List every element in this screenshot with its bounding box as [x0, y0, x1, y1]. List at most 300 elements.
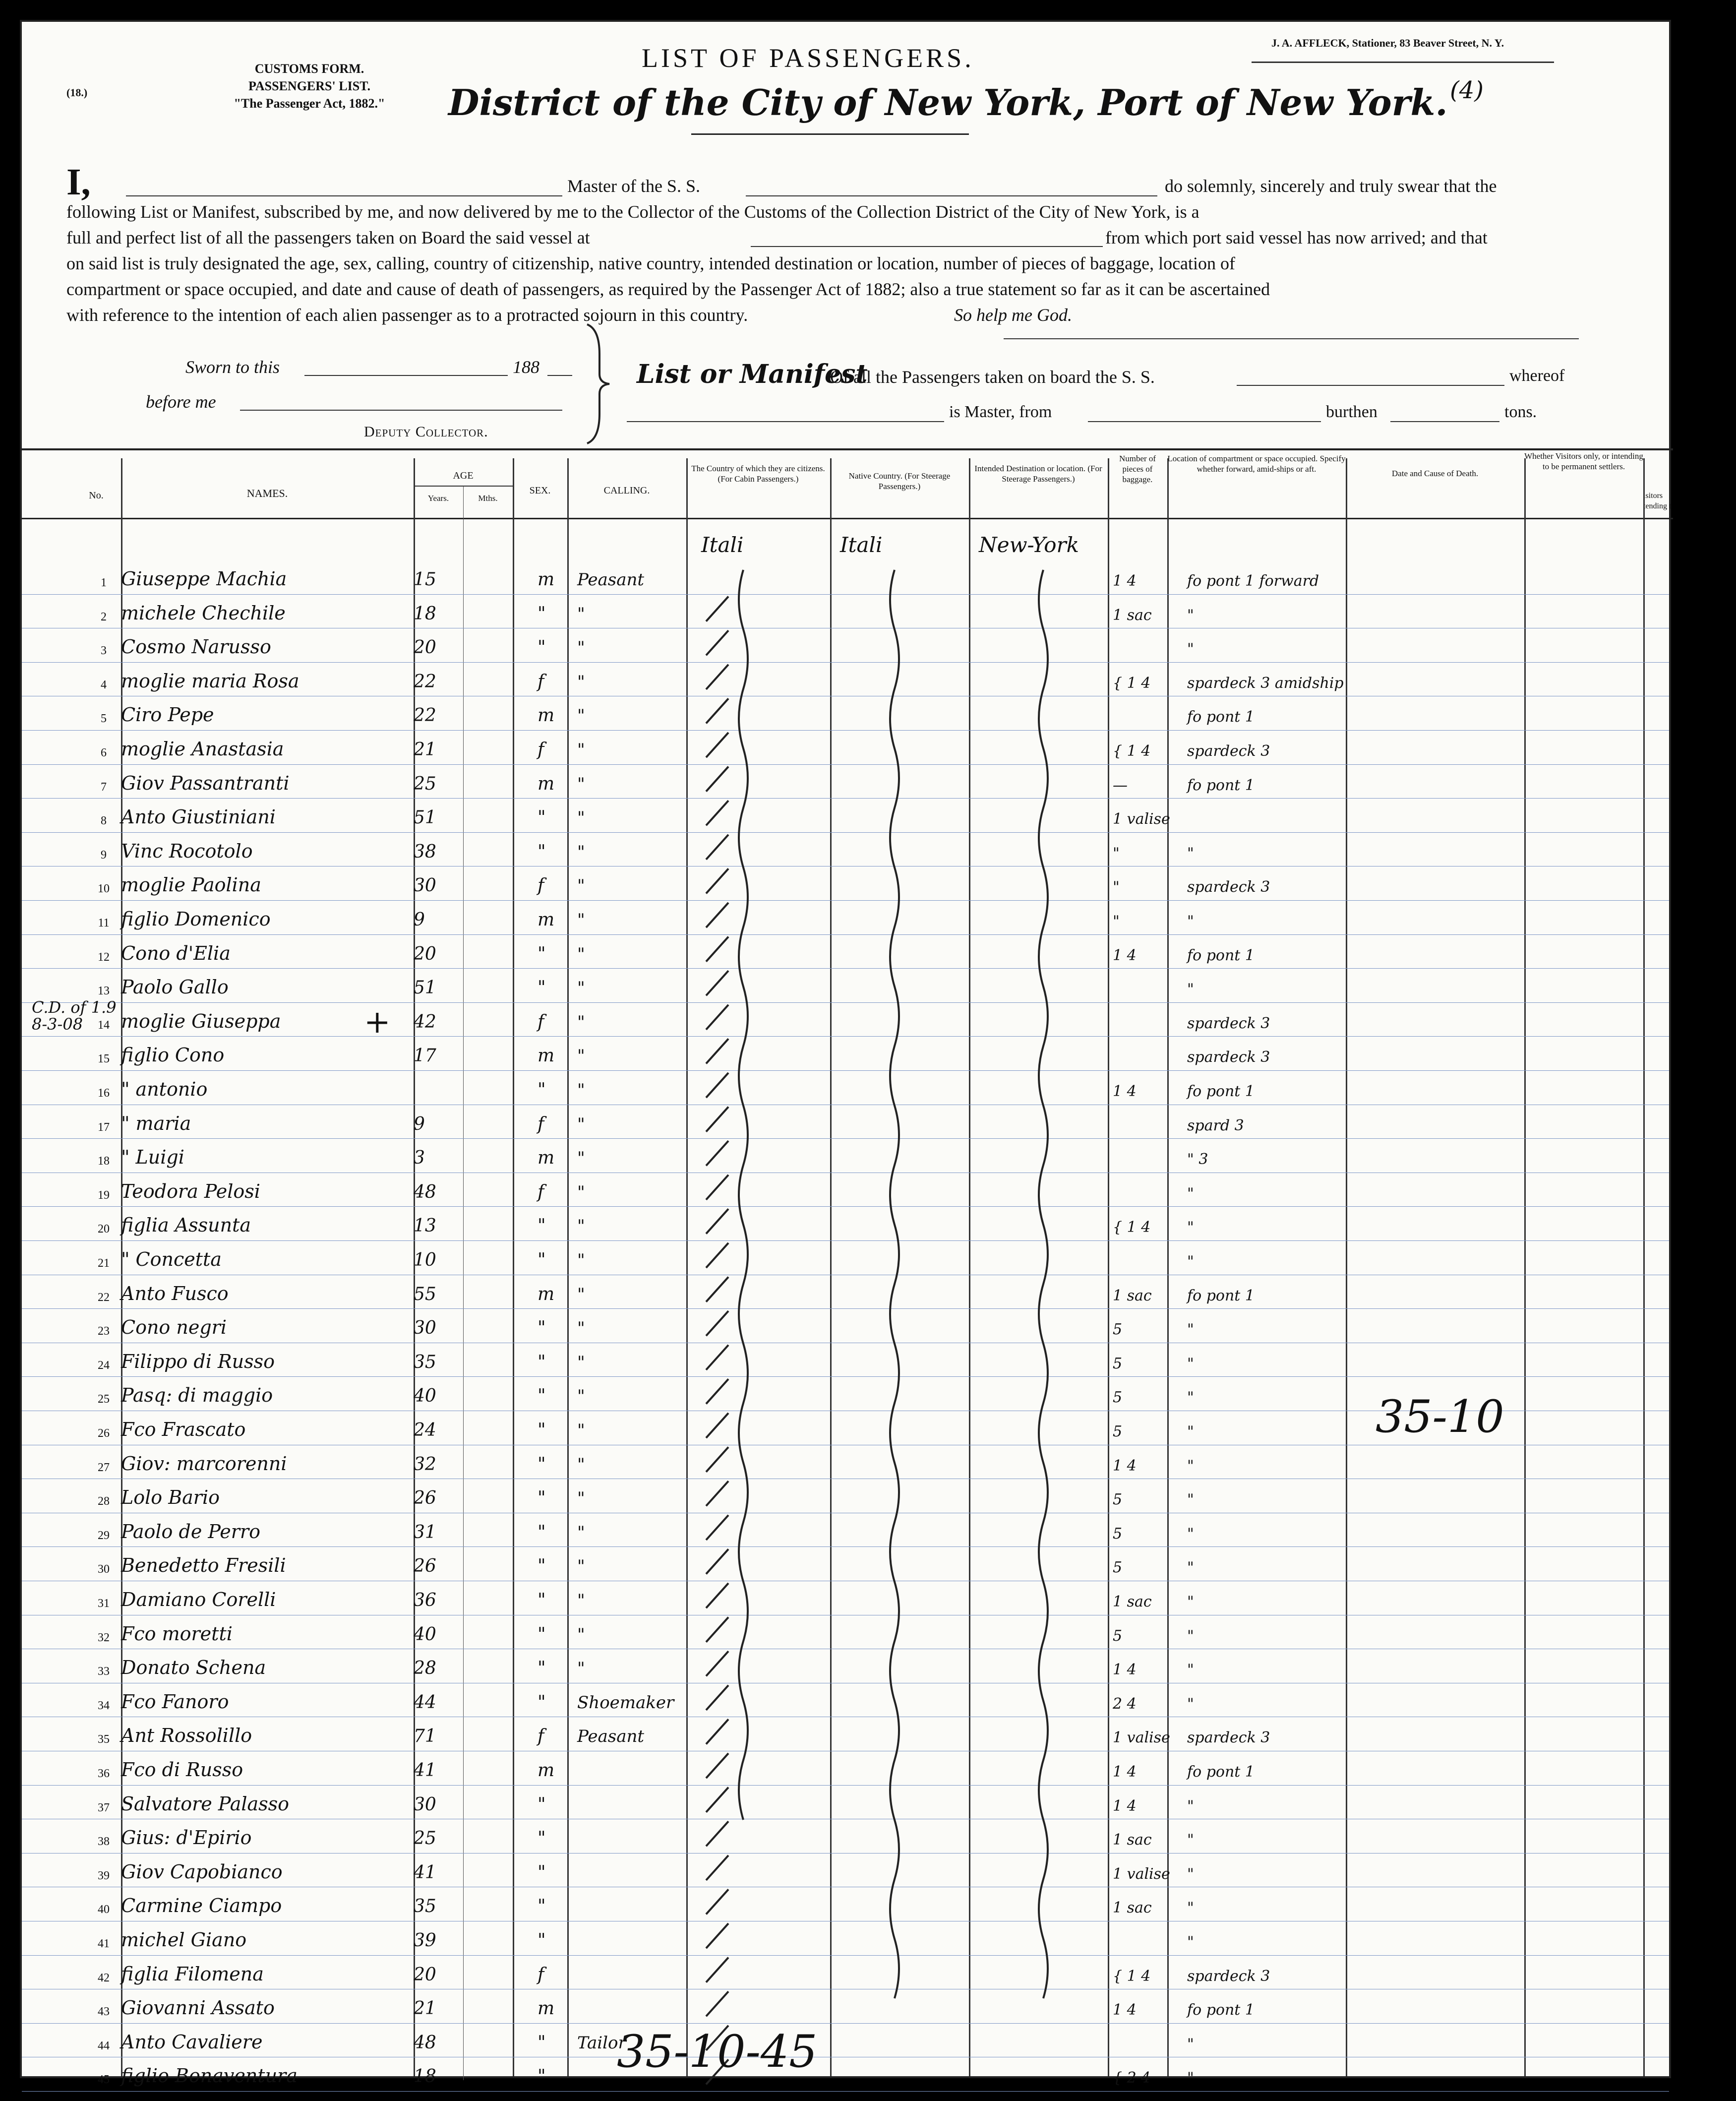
ditto-slash	[706, 1175, 728, 1200]
passenger-location: "	[1187, 1933, 1194, 1951]
passenger-baggage: { 1 4	[1113, 1967, 1151, 1985]
tons-label: tons.	[1504, 403, 1537, 421]
passenger-age: 35	[414, 1352, 436, 1372]
ditto-slash	[706, 1345, 728, 1370]
passenger-age: 41	[414, 1760, 436, 1781]
passenger-calling: "	[577, 1421, 585, 1440]
col-sex: SEX.	[529, 485, 551, 496]
passenger-location: "	[1187, 1525, 1194, 1543]
row-number: 32	[98, 1631, 110, 1644]
oath-line6b: So help me God.	[954, 305, 1072, 325]
passenger-baggage: 1 4	[1113, 2001, 1137, 2019]
manifest-top-line	[1004, 338, 1579, 339]
passenger-name: michele Chechile	[121, 602, 286, 624]
port-line	[751, 246, 1103, 247]
passenger-sex: "	[538, 807, 546, 828]
col-age-mths: Mths.	[478, 494, 498, 503]
ditto-slash	[706, 903, 728, 927]
ditto-slash	[706, 1719, 728, 1744]
passenger-age: 42	[414, 1011, 436, 1032]
row-number: 45	[98, 2073, 110, 2087]
passenger-location: "	[1187, 1321, 1194, 1339]
row-number: 25	[98, 1393, 110, 1406]
passenger-sex: "	[538, 2066, 546, 2087]
col-destination: Intended Destination or location. (For Steerage Passengers.)	[974, 464, 1102, 484]
passenger-baggage: "	[1113, 878, 1120, 896]
passenger-baggage: 1 4	[1113, 946, 1137, 964]
row-number: 11	[98, 917, 110, 929]
passenger-calling: Peasant	[577, 570, 645, 590]
ditto-slash	[706, 1549, 728, 1574]
row-number: 5	[101, 712, 107, 726]
passenger-calling: "	[577, 978, 585, 998]
ditto-slash	[706, 937, 728, 962]
row-number: 1	[101, 576, 107, 589]
ditto-slash	[706, 971, 728, 995]
passenger-sex: m	[538, 1284, 555, 1304]
ditto-slash	[706, 1617, 728, 1642]
passenger-calling: "	[577, 876, 585, 896]
passenger-calling: "	[577, 1386, 585, 1407]
ditto-slash	[706, 868, 728, 893]
collector-line	[240, 410, 562, 411]
passenger-name: Anto Cavaliere	[121, 2031, 263, 2053]
passenger-name: Benedetto Fresili	[121, 1554, 286, 1577]
passenger-sex: "	[538, 1862, 546, 1883]
passenger-location: spardeck 3	[1187, 1014, 1270, 1032]
ditto-slash	[706, 1788, 728, 1812]
passenger-calling: "	[577, 1318, 585, 1339]
passenger-calling: "	[577, 1454, 585, 1475]
row-number: 42	[98, 1971, 110, 1984]
ditto-slash	[706, 733, 728, 757]
manifest-vessel-line	[1237, 385, 1504, 386]
passenger-calling: "	[577, 1250, 585, 1270]
passenger-age: 3	[414, 1148, 425, 1169]
passenger-name: moglie Paolina	[121, 874, 261, 896]
passenger-name: Giuseppe Machia	[121, 568, 287, 590]
passenger-name: moglie Anastasia	[121, 738, 284, 760]
passenger-sex: "	[538, 1420, 546, 1440]
passenger-age: 9	[414, 910, 425, 930]
passenger-age: 38	[414, 841, 436, 862]
passenger-calling: "	[577, 672, 585, 692]
row-number: 7	[101, 780, 107, 794]
passenger-location: spardeck 3	[1187, 742, 1270, 760]
passenger-age: 26	[414, 1488, 436, 1509]
passenger-name: figlia Filomena	[121, 1963, 264, 1985]
row-number: 39	[98, 1869, 110, 1882]
manifest-label: List or Manifest	[637, 359, 868, 389]
oath-line2: following List or Manifest, subscribed by me, and now delivered by me to the Collector of the Customs of the Collection District of the City of New York, is a	[66, 202, 1199, 222]
passenger-baggage: 5	[1113, 1525, 1123, 1543]
passenger-sex: m	[538, 1148, 555, 1169]
passenger-location: "	[1187, 1423, 1194, 1440]
passenger-name: figlia Assunta	[121, 1214, 251, 1236]
passenger-calling: "	[577, 1012, 585, 1032]
passenger-baggage: "	[1113, 844, 1120, 862]
passenger-name: " maria	[121, 1112, 191, 1134]
row-number: 18	[98, 1155, 110, 1168]
passenger-baggage: 2 4	[1113, 1695, 1137, 1713]
ditto-slash	[706, 1923, 728, 1948]
col-visitors: Whether Visitors only, or intending to be permanent settlers.	[1524, 451, 1643, 471]
sworn-date-line	[304, 375, 508, 376]
passenger-age: 21	[414, 1998, 436, 2019]
passenger-calling: "	[577, 1556, 585, 1577]
sworn-to-label: Sworn to this	[185, 357, 280, 377]
passenger-baggage: 5	[1113, 1423, 1123, 1440]
passenger-sex: "	[538, 841, 546, 862]
passenger-baggage: { 1 4	[1113, 1219, 1151, 1236]
passenger-age: 48	[414, 1181, 436, 1202]
before-me-label: before me	[146, 392, 216, 412]
passenger-name: Fco Frascato	[121, 1419, 246, 1440]
row-number: 2	[101, 610, 107, 623]
passenger-name: Damiano Corelli	[121, 1589, 276, 1610]
passenger-name: Cosmo Narusso	[121, 636, 271, 658]
passenger-baggage: 5	[1113, 1627, 1123, 1645]
ditto-slash	[706, 767, 728, 792]
passenger-sex: m	[538, 1998, 555, 2019]
district-title: District of the City of New York, Port of New York.	[448, 81, 1448, 124]
ditto-slash	[706, 630, 728, 655]
passenger-act-label: "The Passenger Act, 1882."	[234, 96, 385, 111]
passenger-sex: "	[538, 1590, 546, 1610]
passenger-baggage: 1 4	[1113, 1083, 1137, 1100]
ditto-slash	[706, 1515, 728, 1540]
passenger-sex: "	[538, 1250, 546, 1270]
ditto-slash	[706, 1379, 728, 1404]
citizen-slash-marks	[686, 557, 746, 2045]
passenger-age: 36	[414, 1590, 436, 1610]
passenger-location: " 3	[1187, 1151, 1208, 1169]
passenger-location: "	[1187, 1831, 1194, 1849]
passenger-name: Fco Fanoro	[121, 1690, 229, 1713]
sworn-year: 188	[513, 357, 539, 377]
passenger-location: "	[1187, 2035, 1194, 2053]
passenger-age: 18	[414, 603, 436, 624]
passenger-calling: "	[577, 1352, 585, 1372]
col-names: NAMES.	[246, 487, 288, 499]
passenger-age: 35	[414, 1896, 436, 1917]
row-number: 20	[98, 1223, 110, 1236]
row-rule	[22, 2091, 1669, 2092]
passenger-location: "	[1187, 640, 1194, 658]
passenger-location: "	[1187, 913, 1194, 930]
col-age-years: Years.	[427, 494, 449, 503]
passenger-location: spardeck 3 amidship	[1187, 674, 1344, 692]
passenger-age: 44	[414, 1692, 436, 1713]
passenger-name: Giov: marcorenni	[121, 1452, 287, 1475]
passenger-sex: m	[538, 910, 555, 930]
row-number: 10	[98, 882, 110, 896]
sworn-year-line	[547, 375, 572, 376]
row-number: 28	[98, 1495, 110, 1508]
row-number: 4	[101, 678, 107, 691]
passenger-sex: "	[538, 1522, 546, 1543]
passenger-sex: "	[538, 1896, 546, 1917]
passenger-age: 30	[414, 875, 436, 896]
passenger-age: 22	[414, 671, 436, 692]
passenger-calling: "	[577, 1182, 585, 1202]
passenger-age: 40	[414, 1386, 436, 1407]
passenger-age: 18	[414, 2066, 436, 2087]
passenger-calling: Shoemaker	[577, 1692, 674, 1713]
passenger-location: fo pont 1	[1187, 1287, 1255, 1304]
passenger-location: "	[1187, 1627, 1194, 1645]
passenger-baggage: "	[1113, 913, 1120, 930]
ditto-slash	[706, 1583, 728, 1608]
stationer-imprint: J. A. AFFLECK, Stationer, 83 Beaver Street, N. Y.	[1271, 37, 1504, 49]
total-right: 35-10	[1376, 1391, 1504, 1443]
ditto-slash	[706, 1209, 728, 1234]
manifest-page	[20, 20, 1672, 2087]
ditto-slash	[706, 1073, 728, 1098]
from-port-line	[1088, 421, 1321, 422]
passenger-baggage: 1 valise	[1113, 1865, 1170, 1883]
table-header-rule	[22, 518, 1673, 519]
passenger-location: "	[1187, 1219, 1194, 1236]
passenger-age: 30	[414, 1794, 436, 1815]
passenger-location: "	[1187, 1253, 1194, 1270]
vessel-name-line	[746, 195, 1157, 196]
passenger-sex: "	[538, 1794, 546, 1815]
passenger-calling: "	[577, 910, 585, 930]
passenger-sex: f	[538, 1181, 544, 1202]
passenger-calling: Peasant	[577, 1727, 645, 1747]
passenger-sex: "	[538, 1658, 546, 1679]
passenger-location: fo pont 1	[1187, 708, 1255, 726]
passenger-name: Cono negri	[121, 1316, 227, 1339]
passenger-name: Teodora Pelosi	[121, 1180, 260, 1202]
passenger-age: 51	[414, 807, 436, 828]
row-number: 17	[98, 1120, 110, 1134]
passenger-sex: "	[538, 1624, 546, 1645]
row-number: 23	[98, 1325, 110, 1338]
passenger-location: "	[1187, 981, 1194, 998]
passenger-name: Giov Capobianco	[121, 1860, 283, 1883]
passenger-baggage: 1 4	[1113, 572, 1137, 590]
passenger-name: Lolo Bario	[121, 1486, 220, 1509]
passenger-calling: "	[577, 1488, 585, 1509]
row1-native: Itali	[840, 533, 883, 557]
passenger-age: 48	[414, 2032, 436, 2053]
deputy-collector-label: Deputy Collector.	[364, 424, 488, 440]
row1-country: Itali	[701, 533, 744, 557]
page-mark: (4)	[1450, 76, 1484, 104]
ditto-slash	[706, 1753, 728, 1778]
oath-line4: on said list is truly designated the age, sex, calling, country of citizenship, native country, intended destination or location, number of pieces of baggage, location of	[66, 253, 1236, 273]
ditto-slash	[706, 665, 728, 689]
row-number: 44	[98, 2039, 110, 2052]
passenger-location: fo pont 1	[1187, 1083, 1255, 1100]
passenger-sex: m	[538, 1760, 555, 1781]
passenger-sex: f	[538, 1726, 544, 1747]
ditto-slash	[706, 1141, 728, 1166]
passenger-sex: "	[538, 1080, 546, 1100]
row-number: 27	[98, 1461, 110, 1474]
passenger-name: Ciro Pepe	[121, 704, 214, 726]
passenger-age: 39	[414, 1930, 436, 1951]
col-death: Date and Cause of Death.	[1391, 469, 1479, 478]
row-number: 38	[98, 1835, 110, 1849]
passenger-sex: "	[538, 1318, 546, 1339]
passenger-baggage: 5	[1113, 1559, 1123, 1577]
passenger-location: "	[1187, 1865, 1194, 1883]
passenger-calling: "	[577, 1591, 585, 1610]
row-number: 13	[98, 985, 110, 998]
col-location: Location of compartment or space occupied. Specify whether forward, amid-ships or aft.	[1167, 454, 1346, 474]
passenger-location: "	[1187, 2069, 1194, 2087]
passenger-location: fo pont 1	[1187, 946, 1255, 964]
burthen-label: burthen	[1326, 403, 1377, 421]
ditto-slash	[706, 1005, 728, 1030]
passenger-location: spardeck 3	[1187, 1729, 1270, 1747]
passenger-location: "	[1187, 1491, 1194, 1509]
passenger-age: 28	[414, 1658, 436, 1679]
ditto-slash	[706, 835, 728, 860]
passenger-name: Anto Giustiniani	[121, 806, 276, 828]
oath-i: I,	[66, 161, 91, 203]
passenger-sex: "	[538, 1352, 546, 1372]
row-number: 16	[98, 1087, 110, 1100]
passenger-name: Vinc Rocotolo	[121, 840, 253, 862]
form-code: (18.)	[66, 86, 88, 99]
ditto-slash	[706, 1991, 728, 2016]
ditto-slash	[706, 1413, 728, 1438]
ditto-slash	[706, 597, 728, 621]
passenger-calling: "	[577, 638, 585, 658]
col-no: No.	[89, 490, 104, 501]
passenger-location: "	[1187, 1389, 1194, 1407]
ditto-slash	[706, 1277, 728, 1302]
passenger-baggage: 1 4	[1113, 1763, 1137, 1781]
row-number: 41	[98, 1937, 110, 1950]
row-number: 8	[101, 814, 107, 828]
row-number: 21	[98, 1257, 110, 1270]
row-number: 19	[98, 1188, 110, 1202]
passenger-location: spardeck 3	[1187, 1967, 1270, 1985]
passenger-sex: "	[538, 943, 546, 964]
passenger-sex: "	[538, 1386, 546, 1407]
passenger-age: 10	[414, 1250, 436, 1270]
passenger-age: 9	[414, 1113, 425, 1134]
passenger-location: spardeck 3	[1187, 1049, 1270, 1066]
row-number: 15	[98, 1052, 110, 1066]
passenger-age: 15	[414, 569, 436, 590]
row-number: 31	[98, 1597, 110, 1610]
row-number: 30	[98, 1563, 110, 1576]
passenger-name: Carmine Ciampo	[121, 1895, 282, 1917]
table-row	[22, 2057, 1658, 2092]
passenger-sex: f	[538, 1964, 544, 1985]
passenger-sex: m	[538, 1046, 555, 1066]
passenger-age: 31	[414, 1522, 436, 1543]
passenger-baggage: 1 4	[1113, 1661, 1137, 1679]
passenger-sex: "	[538, 1488, 546, 1509]
passenger-calling: "	[577, 1284, 585, 1304]
passenger-baggage: 1 4	[1113, 1797, 1137, 1815]
passenger-calling: "	[577, 1522, 585, 1543]
row-number: 14	[98, 1018, 110, 1032]
passenger-baggage: { 1 4	[1113, 674, 1151, 692]
row-number: 26	[98, 1427, 110, 1440]
cross-mark: +	[364, 1004, 391, 1041]
ditto-slash	[706, 1311, 728, 1336]
row-number: 43	[98, 2005, 110, 2019]
passenger-sex: "	[538, 1216, 546, 1236]
passenger-age: 55	[414, 1284, 436, 1304]
ditto-slash	[706, 1855, 728, 1880]
passenger-calling: "	[577, 740, 585, 760]
passenger-calling: "	[577, 808, 585, 828]
passenger-sex: "	[538, 1930, 546, 1951]
passenger-baggage: —	[1113, 776, 1128, 794]
passenger-sex: "	[538, 1692, 546, 1713]
passenger-name: Salvatore Palasso	[121, 1792, 290, 1815]
passenger-calling: Tailor	[577, 2033, 626, 2053]
col-age: AGE	[453, 470, 474, 481]
ditto-slash	[706, 801, 728, 825]
passenger-age: 26	[414, 1556, 436, 1577]
passenger-sex: f	[538, 671, 544, 692]
oath-line5: compartment or space occupied, and date and cause of death of passengers, as required by the Passenger Act of 1882; also a true statement so far as it can be ascertained	[66, 279, 1270, 299]
row-number: 29	[98, 1529, 110, 1542]
passenger-location: "	[1187, 1184, 1194, 1202]
row-number: 34	[98, 1699, 110, 1712]
col-native-country: Native Country. (For Steerage Passengers.)	[848, 471, 951, 491]
passenger-calling: "	[577, 1624, 585, 1645]
passenger-baggage: 5	[1113, 1321, 1123, 1339]
burthen-line	[1390, 421, 1499, 422]
passenger-location: spard 3	[1187, 1116, 1244, 1134]
passenger-baggage: 1 sac	[1113, 606, 1152, 624]
passenger-baggage: { 2 4	[1113, 2069, 1151, 2087]
passenger-sex: "	[538, 2032, 546, 2053]
passenger-age: 22	[414, 705, 436, 726]
is-master-label: is Master, from	[949, 403, 1052, 421]
passenger-location: "	[1187, 1661, 1194, 1679]
ditto-slash	[706, 1889, 728, 1914]
passenger-name: Fco moretti	[121, 1622, 233, 1645]
passenger-calling: "	[577, 842, 585, 862]
passenger-sex: "	[538, 1556, 546, 1577]
passenger-name: Fco di Russo	[121, 1759, 243, 1781]
passenger-location: "	[1187, 844, 1194, 862]
passenger-name: Cono d'Elia	[121, 942, 231, 964]
passenger-age: 25	[414, 773, 436, 794]
ditto-slash	[706, 698, 728, 723]
passenger-sex: m	[538, 569, 555, 590]
passenger-location: "	[1187, 1355, 1194, 1372]
passenger-location: "	[1187, 1899, 1194, 1917]
passenger-sex: f	[538, 1011, 544, 1032]
master-name-line	[126, 195, 562, 196]
master-line	[627, 421, 944, 422]
manifest-text: Of all the Passengers taken on board the S. S.	[830, 367, 1155, 387]
passenger-age: 32	[414, 1454, 436, 1475]
passenger-name: Anto Fusco	[121, 1282, 229, 1304]
passenger-name: " Luigi	[121, 1146, 184, 1169]
passenger-location: "	[1187, 606, 1194, 624]
passenger-name: moglie Giuseppa	[121, 1010, 281, 1032]
passenger-calling: "	[577, 774, 585, 794]
passenger-name: michel Giano	[121, 1929, 247, 1951]
passenger-name: " Concetta	[121, 1248, 222, 1270]
passenger-baggage: 1 sac	[1113, 1593, 1152, 1610]
passenger-name: figlio Bonaventura	[121, 2065, 298, 2087]
